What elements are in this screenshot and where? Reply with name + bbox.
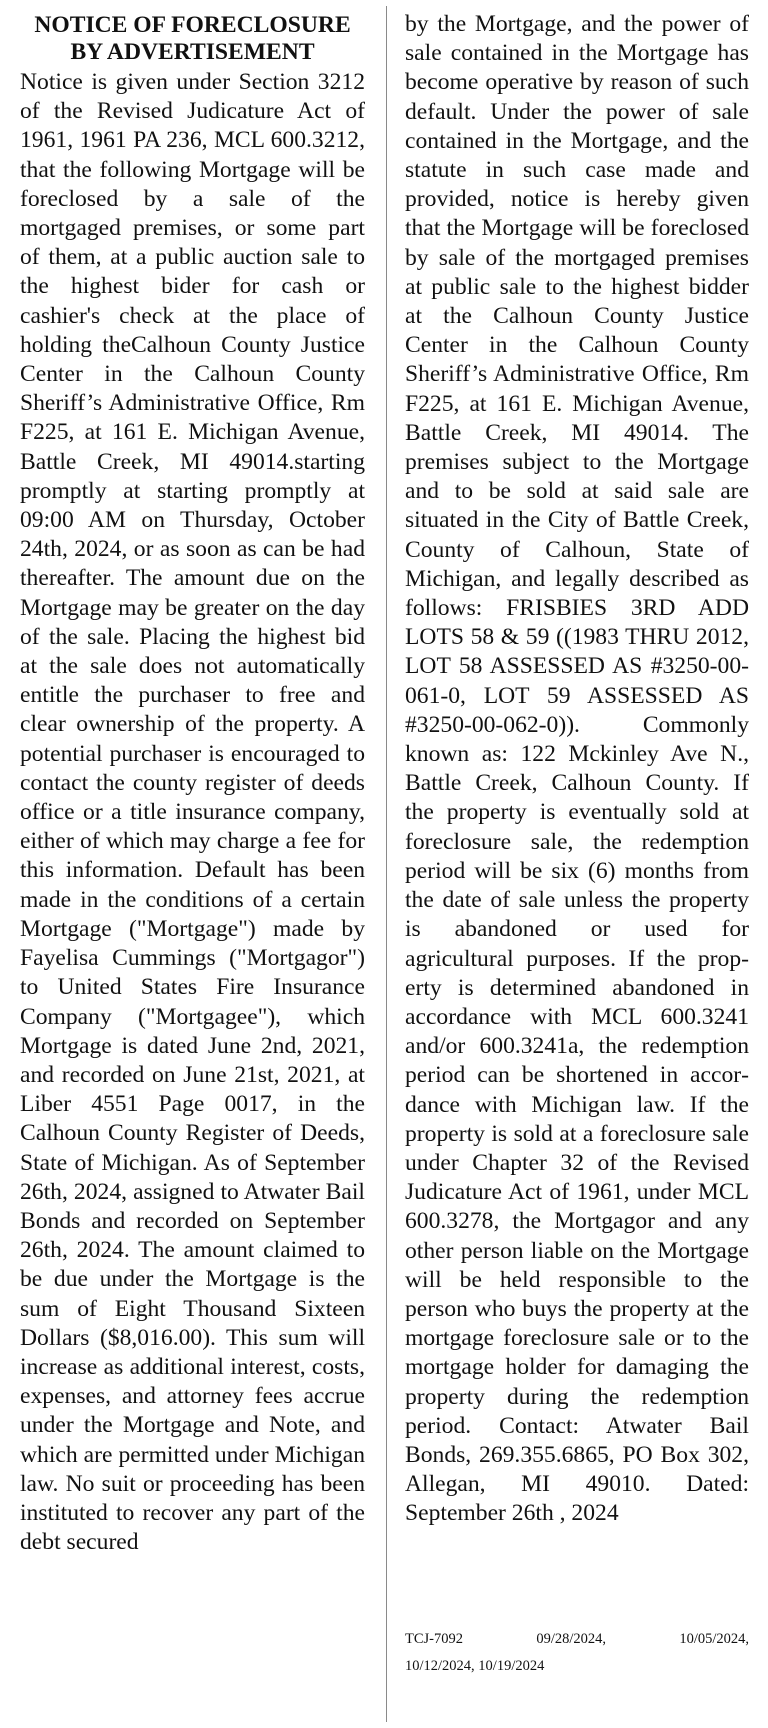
footer-row-1 xyxy=(405,1626,749,1653)
notice-body-right: by the Mortgage, and the power of sale contained in the Mortgage has become operative by reason of such default. Under the power of sale contained in the Mortgage, and the statute in such case made and provided, notice is hereby given that the Mortgage will be foreclosed by sale of the mortgaged premises at public sale to the highest bidder at the Calhoun County Justice Center in the Calhoun County Sheriff’s Administrative Office, Rm F225, at 161 E. Michigan Avenue, Battle Creek, MI 49014. The premises subject to the Mortgage and to be sold at said sale are situated in the City of Battle Creek, County of Calhoun, State of Michigan, and legally described as follows: FRISBIES 3RD ADD LOTS 58 & 59 ((1983 THRU 2012, LOT 58 ASSESSED AS #3250-00-061-0, LOT 59 ASSESSED AS #3250-00-062-0)). Commonly known as: 122 Mckinley Ave N., Battle Creek, Calhoun County. If the property is eventually sold at foreclosure sale, the redemption period will be six (6) months from the date of sale unless the property is abandoned or used for agricultural purposes. If the property is determined abandoned in accordance with MCL 600.3241 and/or 600.3241a, the redemption period can be shortened in accordance with Michigan law. If the property is sold at a foreclosure sale under Chapter 32 of the Revised Judicature Act of 1961, under MCL 600.3278, the Mortgagor and any other person liable on the Mortgage will be held responsible to the person who buys the property at the mortgage foreclosure sale or to the mortgage holder for damaging the property during the redemption period. Contact: Atwater Bail Bonds, 269.355.6865, PO Box 302, Allegan, MI 49010. Dated: September 26th , 2024 xyxy=(405,11,749,1527)
notice-title-line2: BY ADVERTISEMENT xyxy=(70,39,315,65)
publication-footer xyxy=(405,1626,749,1680)
right-column xyxy=(405,10,749,1529)
footer-date-2: 10/05/2024, xyxy=(679,1631,749,1647)
notice-body-left: Notice is given under Section 3212 of the Revised Judicature Act of 1961, 1961 PA 236, MCL 600.3212, that the following Mortgage will be foreclosed by a sale of the mortgaged premises, or some part of them, at a public auction sale to the highest bider for cash or cashier's check at the place of holding theCalhoun County Justice Center in the Calhoun County Sheriff’s Administrative Office, Rm F225, at 161 E. Michigan Avenue, Battle Creek, MI 49014.starting promptly at starting promptly at 09:00 AM on Thursday, October 24th, 2024, or as soon as can be had thereafter. The amount due on the Mortgage may be greater on the day of the sale. Placing the highest bid at the sale does not automatically entitle the purchaser to free and clear ownership of the property. A potential purchaser is encouraged to contact the county register of deeds office or a title insurance company, either of which may charge a fee for this information. Default has been made in the conditions of a certain Mortgage ("Mortgage") made by Fayelisa Cummings ("Mortgagor") to United States Fire Insurance Company ("Mortgagee"), which Mortgage is dated June 2nd, 2021, and recorded on June 21st, 2021, at Liber 4551 Page 0017, in the Calhoun County Register of Deeds, State of Michigan. As of September 26th, 2024, assigned to Atwater Bail Bonds and recorded on September 26th, 2024. The amount claimed to be due under the Mortgage is the sum of Eight Thousand Sixteen Dollars ($8,016.00). This sum will increase as additional interest, costs, expenses, and attorney fees accrue under the Mortgage and Note, and which are permitted under Michigan law. No suit or proceeding has been instituted to recover any part of the debt secured xyxy=(20,69,365,1556)
footer-row-2: 10/12/2024, 10/19/2024 xyxy=(405,1658,545,1674)
notice-title-line1: NOTICE OF FORECLOSURE xyxy=(34,12,351,38)
notice-title xyxy=(20,10,365,66)
footer-ref-id: TCJ-7092 xyxy=(405,1631,463,1647)
column-divider xyxy=(386,6,387,1722)
left-column xyxy=(20,10,365,1557)
footer-date-1: 09/28/2024, xyxy=(536,1631,606,1647)
